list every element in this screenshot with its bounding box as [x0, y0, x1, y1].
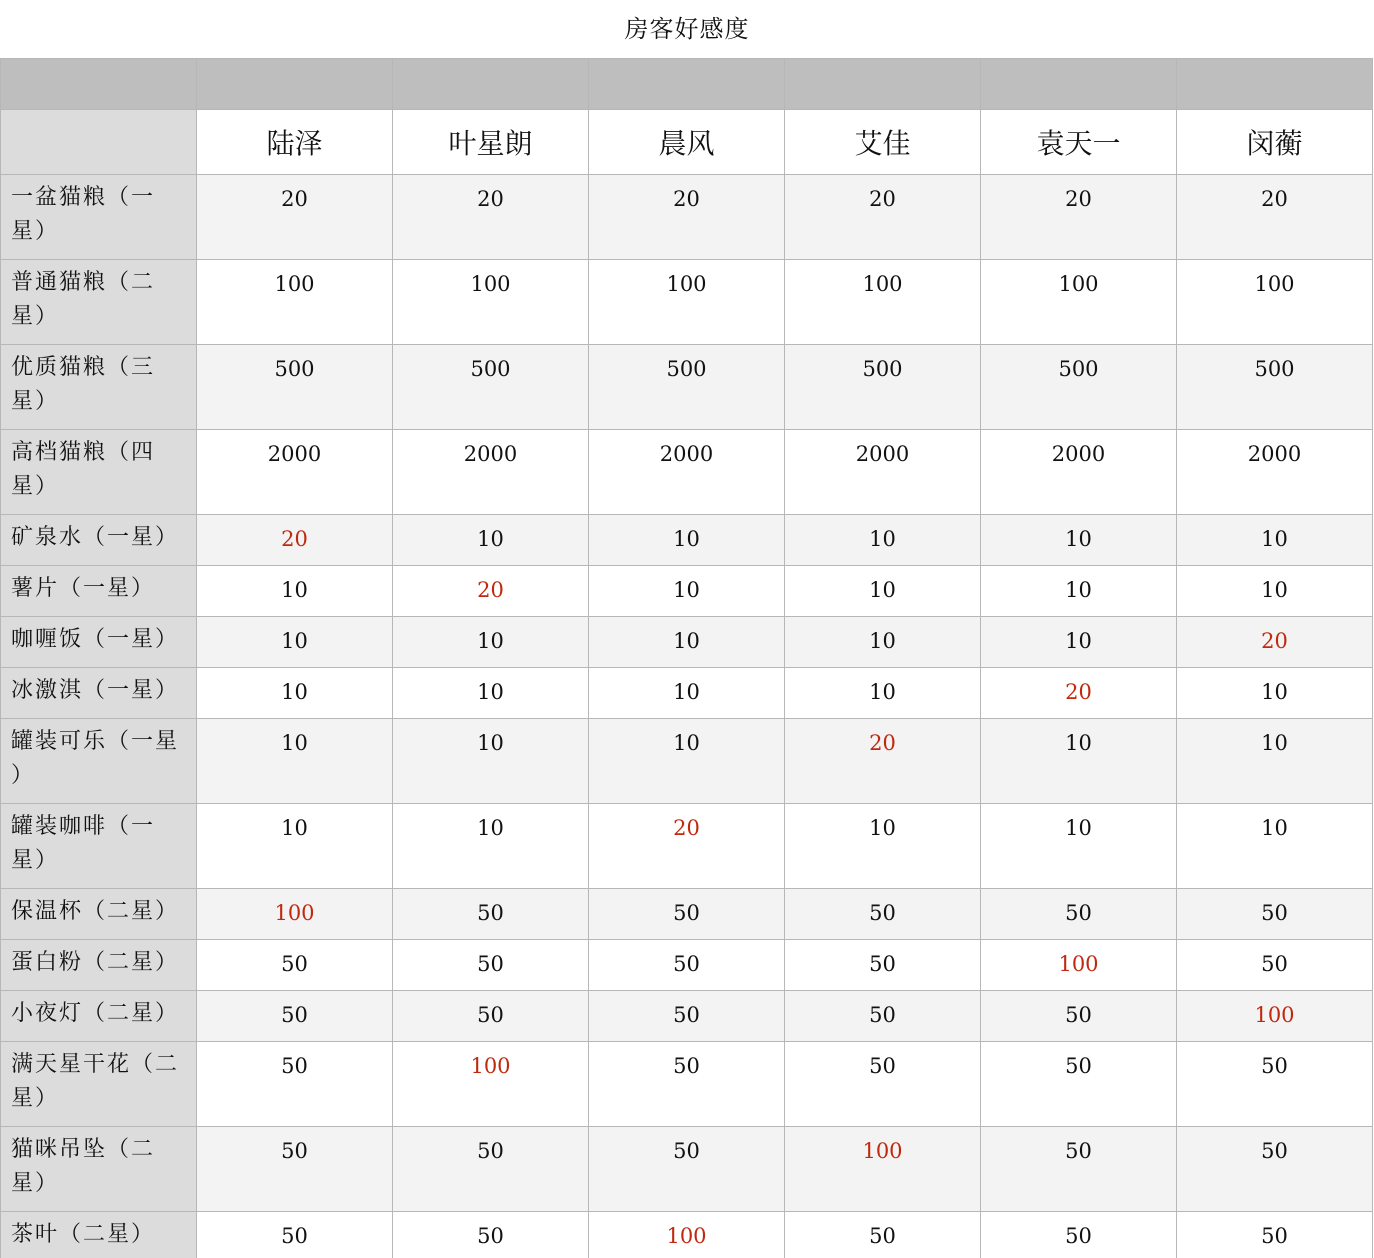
table-row — [1, 940, 1373, 991]
affinity-value: 50 — [981, 1127, 1177, 1212]
affinity-value-highlighted: 100 — [589, 1212, 785, 1258]
header-band-cell — [785, 59, 981, 110]
affinity-value: 50 — [785, 1042, 981, 1127]
affinity-value: 50 — [393, 1127, 589, 1212]
tenant-name: 晨风 — [589, 110, 785, 175]
affinity-value: 10 — [589, 668, 785, 719]
table-body — [1, 59, 1373, 1258]
item-name: 小夜灯（二星） — [1, 991, 197, 1042]
affinity-value: 10 — [197, 566, 393, 617]
affinity-value: 500 — [197, 345, 393, 430]
affinity-value: 50 — [1177, 1212, 1373, 1258]
affinity-value: 10 — [589, 515, 785, 566]
affinity-value-highlighted: 100 — [981, 940, 1177, 991]
table-row — [1, 515, 1373, 566]
affinity-value: 100 — [785, 260, 981, 345]
affinity-value: 50 — [1177, 889, 1373, 940]
table-row — [1, 566, 1373, 617]
item-name: 猫咪吊坠（二星） — [1, 1127, 197, 1212]
header-band-cell — [1, 59, 197, 110]
item-name: 冰激淇（一星） — [1, 668, 197, 719]
affinity-value-highlighted: 100 — [197, 889, 393, 940]
affinity-value: 10 — [1177, 668, 1373, 719]
affinity-value: 20 — [589, 175, 785, 260]
affinity-value: 50 — [981, 1042, 1177, 1127]
affinity-value-highlighted: 20 — [589, 804, 785, 889]
affinity-value-highlighted: 20 — [1177, 617, 1373, 668]
affinity-value: 10 — [981, 566, 1177, 617]
affinity-value: 2000 — [589, 430, 785, 515]
affinity-value: 50 — [1177, 940, 1373, 991]
item-name: 一盆猫粮（一星） — [1, 175, 197, 260]
affinity-value: 50 — [785, 991, 981, 1042]
affinity-value: 10 — [393, 719, 589, 804]
affinity-value: 10 — [197, 719, 393, 804]
affinity-value: 50 — [981, 1212, 1177, 1258]
affinity-value: 500 — [1177, 345, 1373, 430]
affinity-value: 500 — [785, 345, 981, 430]
tenant-name: 陆泽 — [197, 110, 393, 175]
affinity-value: 10 — [393, 617, 589, 668]
affinity-value: 10 — [393, 804, 589, 889]
affinity-value: 10 — [589, 719, 785, 804]
affinity-value: 20 — [393, 175, 589, 260]
item-name: 高档猫粮（四星） — [1, 430, 197, 515]
affinity-value: 50 — [197, 940, 393, 991]
affinity-value: 50 — [785, 889, 981, 940]
affinity-value: 10 — [785, 617, 981, 668]
affinity-value: 50 — [197, 991, 393, 1042]
item-name: 罐装可乐（一星 ） — [1, 719, 197, 804]
affinity-value: 10 — [589, 566, 785, 617]
header-band-cell — [981, 59, 1177, 110]
table-row — [1, 430, 1373, 515]
affinity-value: 10 — [785, 668, 981, 719]
affinity-value: 10 — [1177, 804, 1373, 889]
table-row — [1, 668, 1373, 719]
affinity-value: 50 — [589, 940, 785, 991]
item-name: 矿泉水（一星） — [1, 515, 197, 566]
affinity-value: 50 — [589, 889, 785, 940]
affinity-value: 2000 — [197, 430, 393, 515]
affinity-value: 100 — [197, 260, 393, 345]
affinity-value: 50 — [1177, 1127, 1373, 1212]
table-row — [1, 1212, 1373, 1258]
affinity-value: 10 — [981, 804, 1177, 889]
affinity-value: 50 — [981, 991, 1177, 1042]
affinity-value: 10 — [197, 668, 393, 719]
table-row — [1, 889, 1373, 940]
affinity-value: 20 — [785, 175, 981, 260]
item-name: 蛋白粉（二星） — [1, 940, 197, 991]
affinity-value: 10 — [393, 668, 589, 719]
affinity-value: 100 — [1177, 260, 1373, 345]
affinity-value: 50 — [197, 1127, 393, 1212]
affinity-value: 10 — [1177, 566, 1373, 617]
table-row — [1, 1042, 1373, 1127]
affinity-table — [0, 58, 1373, 1258]
affinity-value: 100 — [393, 260, 589, 345]
affinity-value: 2000 — [785, 430, 981, 515]
affinity-value: 50 — [197, 1212, 393, 1258]
affinity-value: 50 — [981, 889, 1177, 940]
table-row — [1, 719, 1373, 804]
affinity-value: 10 — [785, 566, 981, 617]
table-row — [1, 175, 1373, 260]
page-title: 房客好感度 — [624, 15, 750, 43]
affinity-value: 100 — [981, 260, 1177, 345]
item-name: 薯片（一星） — [1, 566, 197, 617]
table-row — [1, 617, 1373, 668]
header-band-row — [1, 59, 1373, 110]
affinity-value: 20 — [981, 175, 1177, 260]
table-row — [1, 804, 1373, 889]
affinity-value: 50 — [1177, 1042, 1373, 1127]
tenant-name: 叶星朗 — [393, 110, 589, 175]
header-band-cell — [589, 59, 785, 110]
tenant-header-row — [1, 110, 1373, 175]
affinity-value: 50 — [589, 991, 785, 1042]
affinity-value: 20 — [1177, 175, 1373, 260]
affinity-value: 50 — [393, 991, 589, 1042]
affinity-value: 500 — [589, 345, 785, 430]
affinity-value: 500 — [393, 345, 589, 430]
affinity-value: 50 — [393, 889, 589, 940]
affinity-value: 10 — [981, 617, 1177, 668]
affinity-value: 50 — [393, 1212, 589, 1258]
affinity-value: 10 — [785, 804, 981, 889]
affinity-value: 10 — [981, 515, 1177, 566]
affinity-value: 100 — [589, 260, 785, 345]
affinity-value: 10 — [589, 617, 785, 668]
affinity-value-highlighted: 20 — [981, 668, 1177, 719]
affinity-value: 10 — [981, 719, 1177, 804]
tenant-name: 袁天一 — [981, 110, 1177, 175]
item-name: 罐装咖啡（一星） — [1, 804, 197, 889]
affinity-value: 10 — [197, 617, 393, 668]
affinity-value: 10 — [197, 804, 393, 889]
affinity-value: 50 — [197, 1042, 393, 1127]
affinity-value-highlighted: 100 — [1177, 991, 1373, 1042]
affinity-value-highlighted: 20 — [393, 566, 589, 617]
affinity-value-highlighted: 100 — [785, 1127, 981, 1212]
item-name: 咖喱饭（一星） — [1, 617, 197, 668]
header-band-cell — [1177, 59, 1373, 110]
affinity-value: 50 — [589, 1127, 785, 1212]
table-row — [1, 991, 1373, 1042]
affinity-value-highlighted: 20 — [785, 719, 981, 804]
affinity-value: 50 — [785, 940, 981, 991]
corner-cell — [1, 110, 197, 175]
affinity-value: 2000 — [393, 430, 589, 515]
item-name: 满天星干花（二星） — [1, 1042, 197, 1127]
affinity-value-highlighted: 100 — [393, 1042, 589, 1127]
affinity-value: 50 — [393, 940, 589, 991]
header-band-cell — [197, 59, 393, 110]
affinity-value: 20 — [197, 175, 393, 260]
tenant-name: 闵蘅 — [1177, 110, 1373, 175]
table-row — [1, 1127, 1373, 1212]
item-name: 保温杯（二星） — [1, 889, 197, 940]
header-band-cell — [393, 59, 589, 110]
item-name: 茶叶（二星） — [1, 1212, 197, 1258]
item-name: 普通猫粮（二星） — [1, 260, 197, 345]
affinity-value: 10 — [1177, 515, 1373, 566]
affinity-value: 50 — [785, 1212, 981, 1258]
tenant-name: 艾佳 — [785, 110, 981, 175]
item-name: 优质猫粮（三星） — [1, 345, 197, 430]
affinity-value: 10 — [785, 515, 981, 566]
table-row — [1, 260, 1373, 345]
affinity-value: 10 — [1177, 719, 1373, 804]
affinity-value: 10 — [393, 515, 589, 566]
table-row — [1, 345, 1373, 430]
affinity-value: 500 — [981, 345, 1177, 430]
affinity-value: 2000 — [1177, 430, 1373, 515]
affinity-value: 2000 — [981, 430, 1177, 515]
affinity-value: 50 — [589, 1042, 785, 1127]
affinity-value-highlighted: 20 — [197, 515, 393, 566]
